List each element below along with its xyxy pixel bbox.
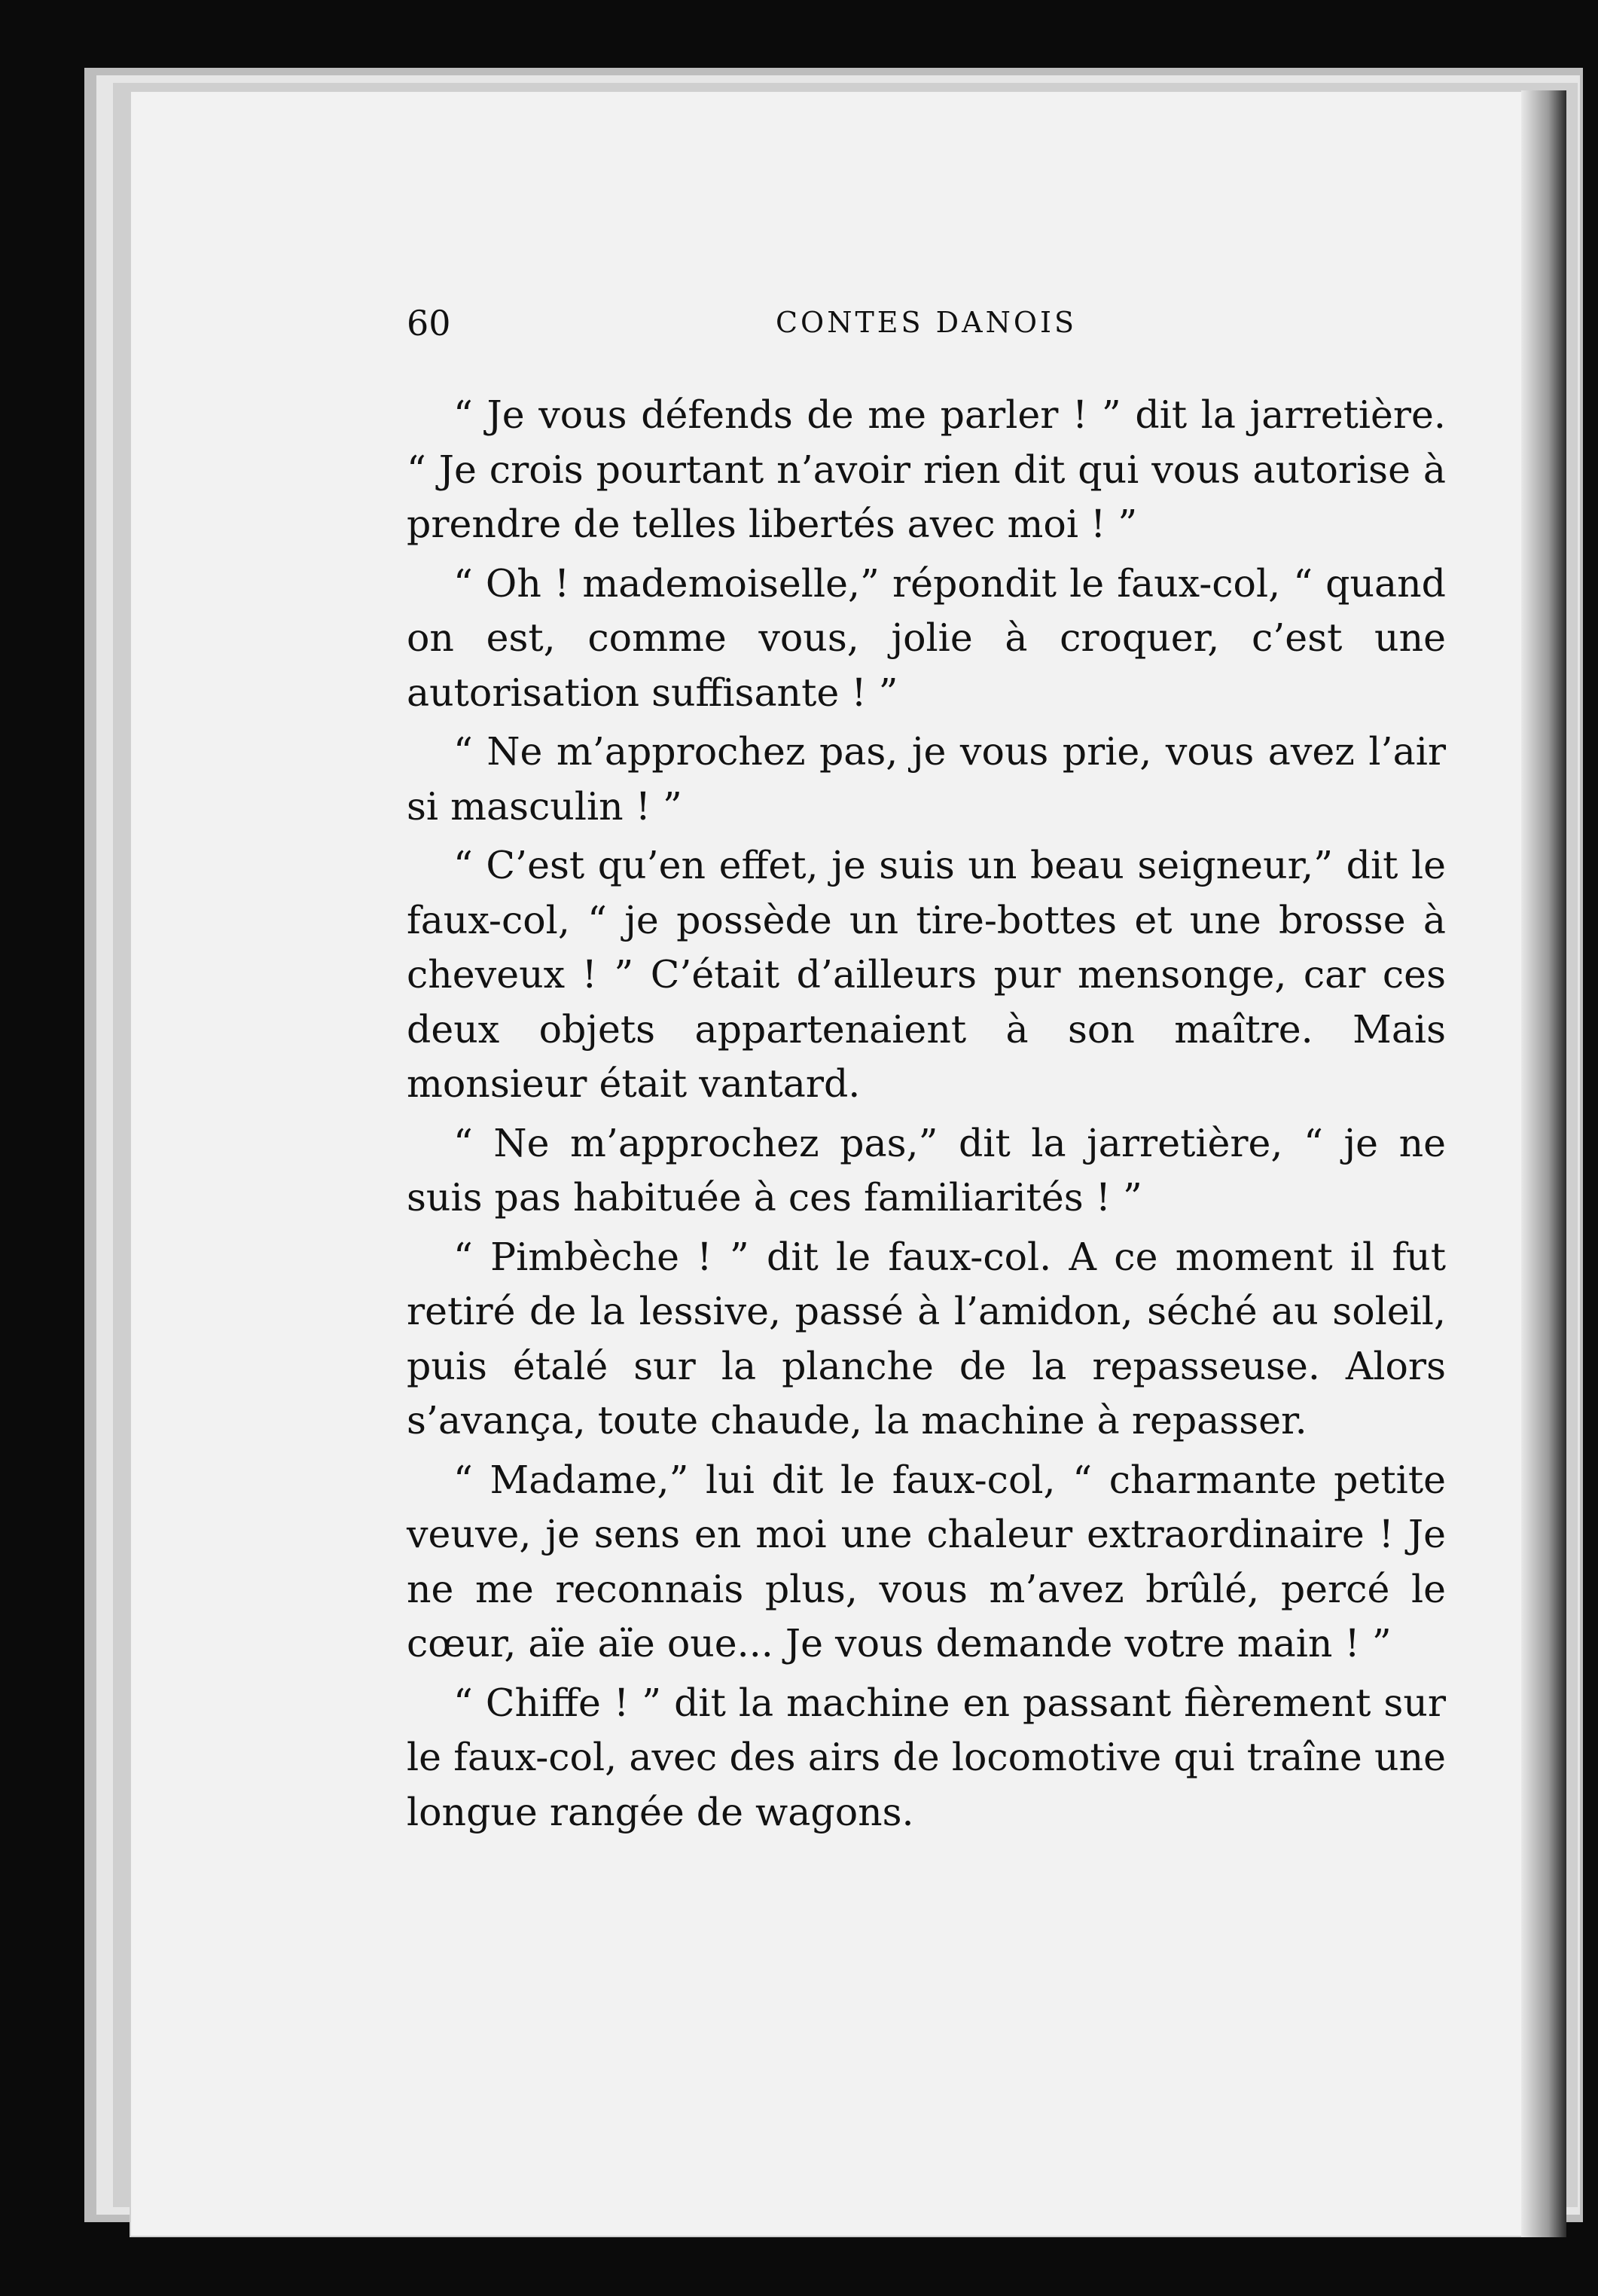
running-title: CONTES DANOIS — [775, 306, 1078, 339]
paragraph: “ Ne m’approchez pas, je vous prie, vous avez l’air si masculin ! ” — [407, 729, 1446, 829]
paragraph: “ Ne m’approchez pas,” dit la jarretière, “ je ne suis pas habituée à ces familiarités ! ” — [407, 1120, 1446, 1220]
paragraph: “ Pimbèche ! ” dit le faux-col. A ce moment il fut retiré de la lessive, passé à l’amidon, séché au soleil, puis étalé sur la planche de la repasseuse. Alors s’avança, toute chaude, la machine à repasser. — [407, 1234, 1446, 1443]
page-header — [407, 303, 1446, 356]
paragraph: “ Oh ! mademoiselle,” répondit le faux-col, “ quand on est, comme vous, jolie à croquer, c’est une autorisation suffisante ! ” — [407, 560, 1446, 715]
paragraph: “ Chiffe ! ” dit la machine en passant fièrement sur le faux-col, avec des airs de locomotive qui traîne une longue rangée de wagons. — [407, 1680, 1446, 1834]
paragraph: “ Madame,” lui dit le faux-col, “ charmante petite veuve, je sens en moi une chaleur extraordinaire ! Je ne me reconnais plus, vous m’avez brûlé, percé le cœur, aïe aïe oue... Je vous demande votre main ! ” — [407, 1457, 1446, 1666]
paragraph: “ Je vous défends de me parler ! ” dit la jarretière. “ Je crois pourtant n’avoir rien dit qui vous autorise à prendre de telles libertés avec moi ! ” — [407, 392, 1446, 546]
book-spine-shadow — [1521, 90, 1566, 2237]
page-number: 60 — [407, 303, 451, 343]
paragraph: “ C’est qu’en effet, je suis un beau seigneur,” dit le faux-col, “ je possède un tire-bottes et une brosse à cheveux ! ” C’était d’ailleurs pur mensonge, car ces deux objets appartenaient à son maître. Mais monsieur était vantard. — [407, 843, 1446, 1106]
body-text — [407, 388, 1446, 1840]
